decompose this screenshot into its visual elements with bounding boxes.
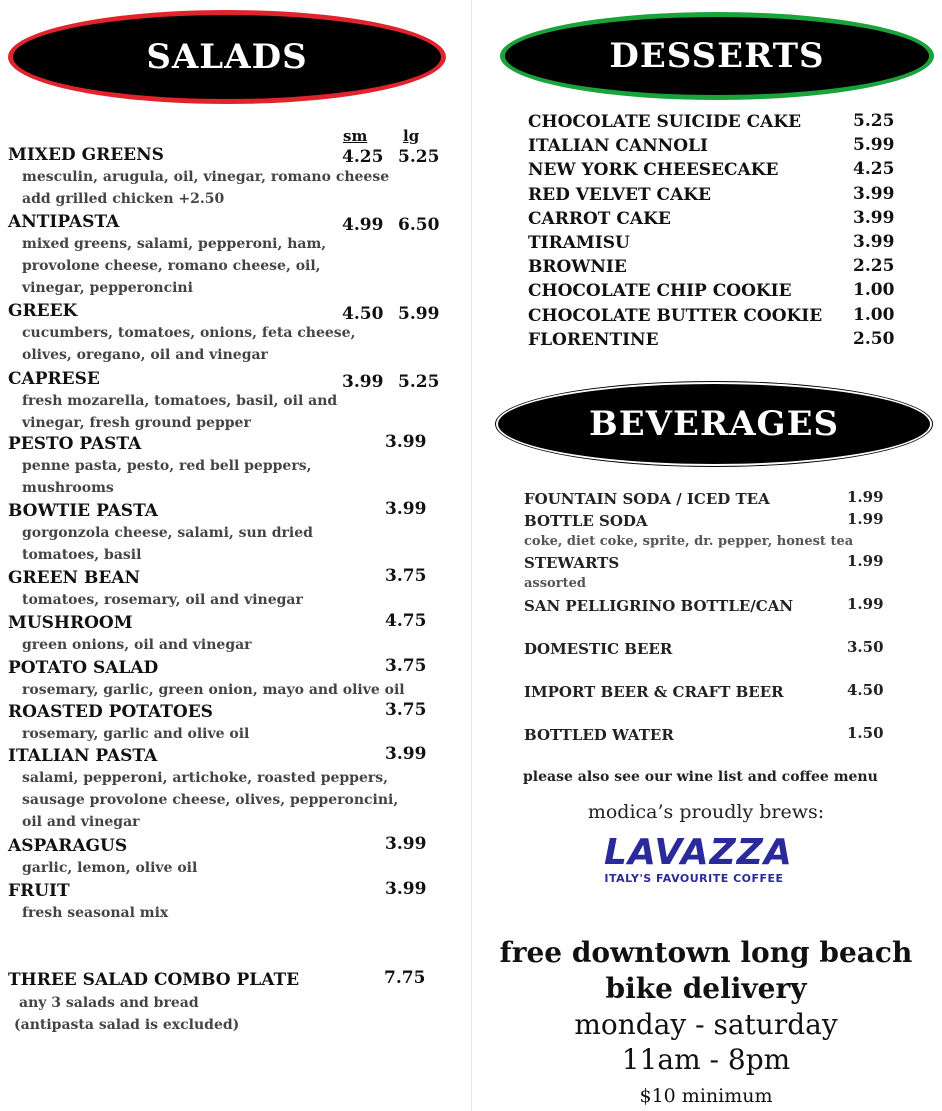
- dessert-name: ITALIAN CANNOLI: [528, 136, 708, 157]
- salad-name: ANTIPASTA: [8, 212, 120, 232]
- salad-price-lg: 5.25: [398, 147, 440, 167]
- desserts-title: DESSERTS: [609, 36, 825, 76]
- salad-description: penne pasta, pesto, red bell peppers,: [22, 458, 312, 474]
- salad-description: olives, oregano, oil and vinegar: [22, 347, 268, 363]
- beverage-price: 1.99: [847, 488, 884, 506]
- beverages-header: [498, 384, 930, 464]
- beverage-description: assorted: [524, 576, 586, 591]
- salad-name: ITALIAN PASTA: [8, 746, 158, 766]
- beverage-price: 1.99: [847, 552, 884, 570]
- salad-description: rosemary, garlic and olive oil: [22, 726, 250, 742]
- salad-price-lg: 6.50: [398, 215, 440, 235]
- dessert-name: FLORENTINE: [528, 329, 659, 350]
- desserts-header: [500, 12, 934, 100]
- salad-price: 3.75: [385, 656, 427, 676]
- salad-description: fresh mozarella, tomatoes, basil, oil and: [22, 393, 338, 409]
- delivery-line1: free downtown long beach: [499, 936, 913, 969]
- dessert-price: 4.25: [853, 159, 895, 180]
- beverage-price: 1.50: [847, 724, 884, 742]
- salad-description: mesculin, arugula, oil, vinegar, romano cheese: [22, 169, 390, 185]
- delivery-hours: 11am - 8pm: [621, 1043, 791, 1076]
- lavazza-logo-word: LAVAZZA: [604, 832, 793, 873]
- page-fold: [471, 0, 472, 1111]
- dessert-name: CHOCOLATE CHIP COOKIE: [528, 281, 792, 302]
- salad-description: add grilled chicken +2.50: [22, 191, 225, 207]
- delivery-line2: bike delivery: [605, 972, 807, 1005]
- dessert-name: CARROT CAKE: [528, 208, 671, 229]
- salad-name: MUSHROOM: [8, 613, 133, 633]
- salad-price-sm: 4.25: [342, 147, 384, 167]
- combo-description: (antipasta salad is excluded): [14, 1017, 240, 1033]
- salad-price: 3.99: [385, 834, 427, 854]
- salad-price: 3.75: [385, 700, 427, 720]
- salad-price: 3.99: [385, 432, 427, 452]
- dessert-name: CHOCOLATE SUICIDE CAKE: [528, 112, 802, 132]
- salad-description: oil and vinegar: [22, 814, 140, 830]
- salad-name: FRUIT: [8, 881, 70, 901]
- beverage-price: 1.99: [847, 595, 884, 613]
- salad-name: GREEN BEAN: [8, 568, 141, 588]
- salad-description: sausage provolone cheese, olives, pepperoncini,: [22, 792, 399, 808]
- dessert-price: 2.25: [853, 256, 895, 277]
- salad-name: PESTO PASTA: [8, 434, 142, 454]
- dessert-name: TIRAMISU: [528, 233, 630, 253]
- salad-description: fresh seasonal mix: [22, 905, 169, 921]
- salads-header: [8, 10, 446, 104]
- beverage-name: SAN PELLIGRINO BOTTLE/CAN: [524, 597, 794, 615]
- size-lg-header: lg: [403, 127, 420, 145]
- dessert-name: BROWNIE: [528, 257, 627, 278]
- combo-description: any 3 salads and bread: [19, 995, 199, 1011]
- dessert-price: 5.25: [853, 111, 895, 131]
- salad-name: CAPRESE: [8, 369, 100, 389]
- salad-name: MIXED GREENS: [8, 145, 164, 165]
- beverage-price: 3.50: [847, 638, 884, 656]
- delivery-minimum: $10 minimum: [639, 1085, 773, 1107]
- brews-text: modica’s proudly brews:: [587, 801, 825, 823]
- beverage-name: BOTTLE SODA: [524, 512, 648, 530]
- salad-price: 4.75: [385, 611, 427, 631]
- salad-description: vinegar, pepperoncini: [22, 280, 193, 296]
- salad-price-lg: 5.25: [398, 372, 440, 392]
- salad-description: provolone cheese, romano cheese, oil,: [22, 258, 321, 274]
- combo-name: THREE SALAD COMBO PLATE: [8, 970, 300, 990]
- salad-description: vinegar, fresh ground pepper: [22, 415, 251, 431]
- beverage-description: coke, diet coke, sprite, dr. pepper, honest tea: [524, 534, 854, 549]
- dessert-name: NEW YORK CHEESECAKE: [528, 160, 779, 181]
- salad-name: GREEK: [8, 301, 78, 321]
- beverage-name: BOTTLED WATER: [524, 726, 674, 744]
- salad-price-lg: 5.99: [398, 304, 440, 324]
- size-sm-header: sm: [343, 127, 368, 145]
- salad-price-sm: 3.99: [342, 372, 384, 392]
- salad-price-sm: 4.99: [342, 215, 384, 235]
- dessert-price: 2.50: [853, 328, 895, 349]
- salad-description: mushrooms: [22, 480, 114, 496]
- wine-coffee-note: please also see our wine list and coffee menu: [523, 769, 878, 785]
- dessert-price: 5.99: [853, 135, 895, 156]
- salad-description: salami, pepperoni, artichoke, roasted peppers,: [22, 770, 389, 786]
- salad-description: cucumbers, tomatoes, onions, feta cheese,: [22, 325, 356, 341]
- salad-description: mixed greens, salami, pepperoni, ham,: [22, 236, 327, 252]
- dessert-price: 1.00: [853, 280, 895, 301]
- salad-name: ASPARAGUS: [8, 836, 128, 856]
- salad-name: POTATO SALAD: [8, 658, 159, 678]
- beverage-name: DOMESTIC BEER: [524, 640, 673, 658]
- salads-title: SALADS: [146, 37, 308, 77]
- salad-price: 3.99: [385, 744, 427, 764]
- salad-price-sm: 4.50: [342, 304, 384, 324]
- salad-price: 3.99: [385, 499, 427, 519]
- salad-description: gorgonzola cheese, salami, sun dried: [22, 525, 313, 541]
- beverage-price: 1.99: [847, 510, 884, 528]
- lavazza-logo-tagline: ITALY'S FAVOURITE COFFEE: [604, 872, 784, 885]
- dessert-name: RED VELVET CAKE: [528, 184, 711, 205]
- salad-description: rosemary, garlic, green onion, mayo and olive oil: [22, 682, 405, 698]
- dessert-price: 3.99: [853, 207, 895, 228]
- beverage-name: STEWARTS: [524, 554, 620, 572]
- beverage-price: 4.50: [847, 681, 884, 699]
- lavazza-logo: [604, 832, 793, 885]
- salad-description: tomatoes, rosemary, oil and vinegar: [22, 592, 303, 608]
- salad-description: garlic, lemon, olive oil: [22, 860, 198, 876]
- salad-name: BOWTIE PASTA: [8, 501, 158, 521]
- beverage-name: IMPORT BEER & CRAFT BEER: [524, 683, 784, 701]
- beverage-name: FOUNTAIN SODA / ICED TEA: [524, 490, 770, 508]
- dessert-price: 3.99: [853, 232, 895, 252]
- delivery-days: monday - saturday: [574, 1008, 838, 1041]
- salad-name: ROASTED POTATOES: [8, 702, 213, 722]
- salad-price: 3.99: [385, 879, 427, 899]
- dessert-name: CHOCOLATE BUTTER COOKIE: [528, 305, 823, 326]
- dessert-price: 1.00: [853, 304, 895, 325]
- salad-description: green onions, oil and vinegar: [22, 637, 252, 653]
- salad-description: tomatoes, basil: [22, 547, 142, 563]
- salad-price: 3.75: [385, 566, 427, 586]
- beverages-title: BEVERAGES: [588, 404, 840, 444]
- combo-price: 7.75: [384, 968, 426, 988]
- dessert-price: 3.99: [853, 183, 895, 204]
